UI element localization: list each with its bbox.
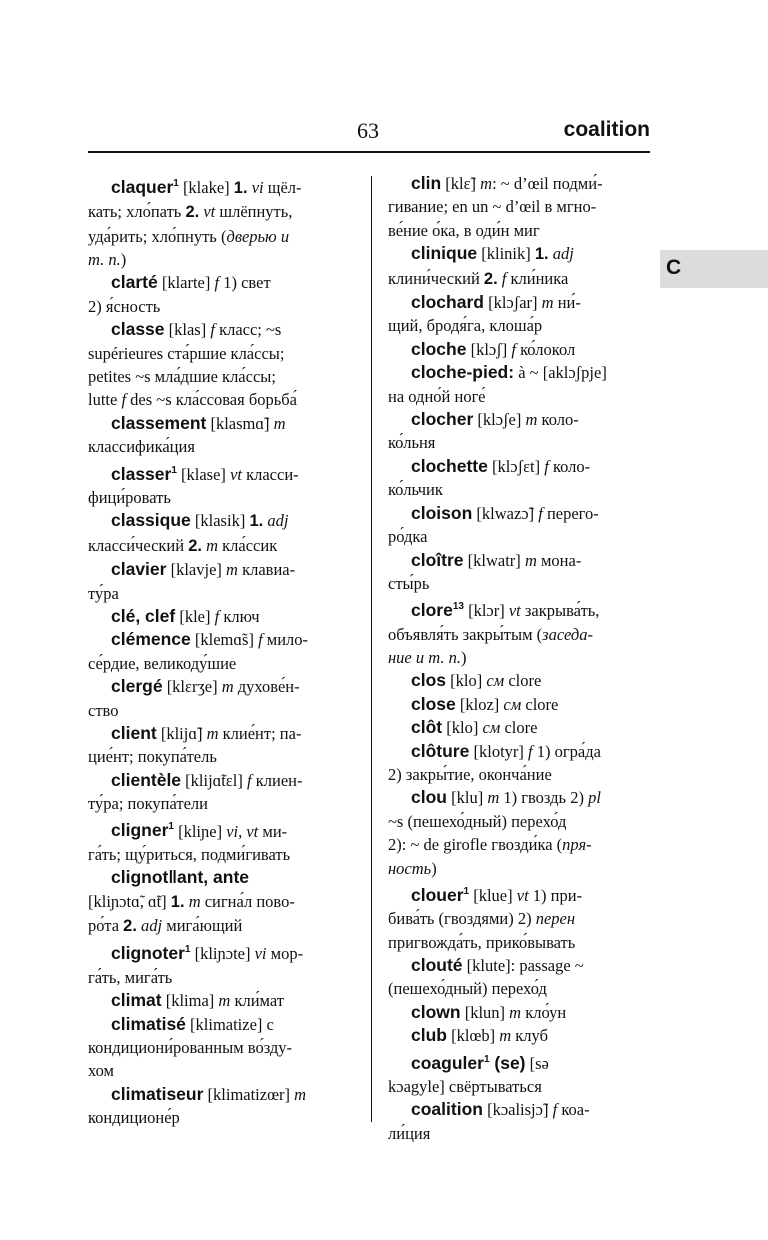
- entry-line: цие́нт; покупа́тель: [88, 747, 217, 767]
- right-column: [388, 172, 650, 1145]
- entry-line: 2) я́сность: [88, 296, 161, 316]
- entry-line: ность): [388, 858, 437, 878]
- entry-line: гивание; en un ~ d’œil в мгно-: [388, 197, 597, 217]
- entry-line: ко́льня: [388, 433, 436, 453]
- headword: clown: [411, 1001, 461, 1022]
- entry-cloison: cloison [klwazɔ̃] f перего-: [411, 502, 599, 523]
- entry-line: ство: [88, 700, 119, 720]
- entry-clot: clôt [klo] см clore: [411, 717, 538, 738]
- headword: classement: [111, 412, 207, 433]
- entry-line: lutte f des ~s кла́ссовая борьба́: [88, 390, 297, 410]
- headword: clos: [411, 670, 447, 691]
- entry-line: ро́дка: [388, 527, 428, 547]
- entry-cloche-pied: cloche-pied: à ~ [aklɔʃpje]: [411, 362, 607, 383]
- entry-clou: clou [klu] m 1) гвоздь 2) pl: [411, 787, 601, 808]
- headword: clé, clef: [111, 605, 176, 626]
- entry-line: ро́та 2. adj мига́ющий: [88, 916, 243, 936]
- headword: clou: [411, 787, 447, 808]
- entry-line: т. п.): [88, 250, 127, 270]
- headword: climatiseur: [111, 1083, 204, 1104]
- entry-line: kɔagyle] свёртываться: [388, 1076, 542, 1096]
- entry-clavier: clavier [klavje] m клавиа-: [111, 559, 296, 580]
- entry-line: ние и т. п.): [388, 647, 467, 667]
- headword: club: [411, 1025, 447, 1046]
- headword: clarté: [111, 272, 158, 293]
- headword: clochard: [411, 292, 484, 313]
- entry-clouer: clouer$^1$ [klue] vt 1) при-: [411, 884, 583, 905]
- headword: client: [111, 723, 157, 743]
- headword: coaguler$^1$ (se): [411, 1052, 526, 1073]
- entry-line: класси́ческий 2. m кла́ссик: [88, 535, 278, 555]
- entry-line: supérieures ста́ршие кла́ссы;: [88, 343, 285, 363]
- entry-coaguler: coaguler$^1$ (se) [sə: [411, 1052, 549, 1073]
- header-rule: [88, 151, 650, 153]
- entry-coalition: coalition [kɔalisjɔ̃] f коа-: [411, 1099, 590, 1120]
- left-column: [88, 172, 352, 1130]
- entry-clochette: clochette [klɔʃɛt] f коло-: [411, 455, 591, 476]
- headword: cloche-pied:: [411, 362, 515, 383]
- entry-line: се́рдие, великоду́шие: [88, 653, 237, 673]
- entry-line: 2) закры́тие, оконча́ние: [388, 764, 552, 784]
- entry-clinique: clinique [klinik] 1. adj: [411, 243, 574, 264]
- entry-line: на одно́й ноге́: [388, 386, 486, 406]
- headword: clinique: [411, 243, 478, 264]
- headword: coalition: [411, 1099, 483, 1120]
- headword: clocher: [411, 409, 474, 430]
- headword: cligner$^1$: [111, 820, 174, 841]
- entry-line: кондиционе́р: [88, 1108, 180, 1128]
- entry-line: пригвожда́ть, прико́вывать: [388, 932, 576, 952]
- headword: climatisé: [111, 1013, 186, 1034]
- entry-line: ко́льчик: [388, 480, 443, 500]
- entry-clocher: clocher [klɔʃe] m коло-: [411, 409, 579, 430]
- headword: clin: [411, 173, 442, 193]
- entry-club: club [klœb] m клуб: [411, 1025, 548, 1046]
- headword: clôt: [411, 717, 443, 738]
- entry-close: close [kloz] см clore: [411, 693, 559, 714]
- column-divider: [371, 176, 372, 1122]
- entry-line: кать; хло́пать 2. vt шлёпнуть,: [88, 202, 293, 222]
- headword: clouté: [411, 955, 463, 976]
- headword: cloche: [411, 338, 467, 359]
- entry-clignoter: clignoter$^1$ [kliɲɔte] vi мор-: [111, 943, 304, 964]
- headword: clavier: [111, 559, 167, 580]
- headword: cloître: [411, 549, 464, 570]
- entry-line: фици́ровать: [88, 487, 171, 507]
- entry-clos: clos [klo] см clore: [411, 670, 542, 691]
- entry-line: кондициони́рованным во́зду-: [88, 1037, 293, 1057]
- headword: clore$^{13}$: [411, 600, 464, 621]
- entry-cloitre: cloître [klwatr] m мона-: [411, 549, 582, 570]
- entry-clerge: clergé [klɛrʒe] m духове́н-: [111, 676, 300, 697]
- entry-cloche: cloche [klɔʃ] f ко́локол: [411, 338, 576, 359]
- headword: classer$^1$: [111, 463, 177, 484]
- entry-line: бива́ть (гвоздями) 2) перен: [388, 909, 576, 929]
- entry-line: клини́ческий 2. f кли́ника: [388, 268, 569, 288]
- headword: clignoter$^1$: [111, 943, 191, 964]
- entry-clore: clore$^{13}$ [klɔr] vt закрыва́ть,: [411, 600, 600, 621]
- entry-line: (пешехо́дный) перехо́д: [388, 979, 547, 999]
- headword: clochette: [411, 455, 488, 476]
- headword: close: [411, 693, 456, 714]
- entry-cle: clé, clef [kle] f ключ: [111, 605, 260, 626]
- entry-line: хом: [88, 1061, 114, 1081]
- entry-clignotant: [88, 866, 352, 889]
- headword: clignot‖ant, ante: [111, 867, 250, 888]
- thumb-index-tab: [660, 250, 768, 288]
- thumb-index-letter: C: [666, 256, 682, 279]
- entry-line: га́ть; щу́риться, подми́гивать: [88, 844, 291, 864]
- entry-classique: classique [klasik] 1. adj: [111, 510, 289, 531]
- page-number: 63: [357, 118, 379, 143]
- headword: clôture: [411, 740, 470, 761]
- running-head: coalition: [563, 118, 650, 141]
- entry-classer: classer$^1$ [klase] vt класси-: [111, 463, 299, 484]
- headword: cloison: [411, 502, 473, 523]
- entry-cloture: clôture [klotyr] f 1) огра́да: [411, 740, 601, 761]
- entry-climat: climat [klima] m кли́мат: [111, 990, 284, 1011]
- entry-classement: classement [klasmɑ̃] m: [111, 412, 286, 433]
- entry-climatiseur: climatiseur [klimatizœr] m: [111, 1083, 307, 1104]
- entry-line: классифика́ция: [88, 437, 195, 457]
- headword: climat: [111, 990, 162, 1011]
- entry-line: объявля́ть закры́тым (заседа-: [388, 624, 593, 644]
- entry-line: уда́рить; хло́пнуть (дверью и: [88, 226, 290, 246]
- entry-clochard: clochard [klɔʃar] m ни́-: [411, 292, 581, 313]
- entry-line: га́ть, мига́ть: [88, 967, 173, 987]
- entry-line: щий, бродя́га, клоша́р: [388, 316, 543, 336]
- entry-cligner: cligner$^1$ [kliɲe] vi, vt ми-: [111, 820, 288, 841]
- entry-line: [kliɲɔtɑ̃, ɑ̃t] 1. m сигна́л пово-: [88, 891, 295, 911]
- headword: clémence: [111, 629, 191, 650]
- entry-line: ве́ние о́ка, в оди́н миг: [388, 220, 540, 240]
- headword: claquer$^1$: [111, 176, 179, 197]
- entry-line: ту́ра: [88, 583, 119, 603]
- entry-clarte: clarté [klarte] f 1) свет: [111, 272, 271, 293]
- entry-line: ~s (пешехо́дный) перехо́д: [388, 811, 567, 831]
- headword: classe: [111, 319, 165, 340]
- entry-line: сты́рь: [388, 573, 430, 593]
- entry-claquer: claquer$^1$ [klake] 1. vi щёл-: [111, 176, 302, 197]
- entry-clin: clin [klɛ̃] m: ~ d’œil подми́-: [411, 173, 603, 193]
- headword: clientèle: [111, 769, 182, 790]
- headword: clergé: [111, 676, 163, 697]
- entry-cloute: clouté [klute]: passage ~: [411, 955, 584, 976]
- entry-clientele: clientèle [klijɑ̃tɛl] f клиен-: [111, 769, 303, 790]
- entry-classe: classe [klas] f класс; ~s: [111, 319, 282, 340]
- entry-clemence: clémence [klemɑ̃s] f мило-: [111, 629, 309, 650]
- entry-climatise: climatisé [klimatize] с: [111, 1013, 274, 1034]
- headword: clouer$^1$: [411, 884, 470, 905]
- entry-clown: clown [klun] m кло́ун: [411, 1001, 567, 1022]
- entry-line: petites ~s мла́дшие кла́ссы;: [88, 367, 276, 387]
- entry-client: client [klijɑ̃] m клие́нт; па-: [111, 723, 302, 743]
- entry-line: 2): ~ de girofle гвозди́ка (пря-: [388, 835, 592, 855]
- headword: classique: [111, 510, 191, 531]
- entry-line: ли́ция: [388, 1123, 431, 1143]
- entry-line: ту́ра; покупа́тели: [88, 794, 208, 814]
